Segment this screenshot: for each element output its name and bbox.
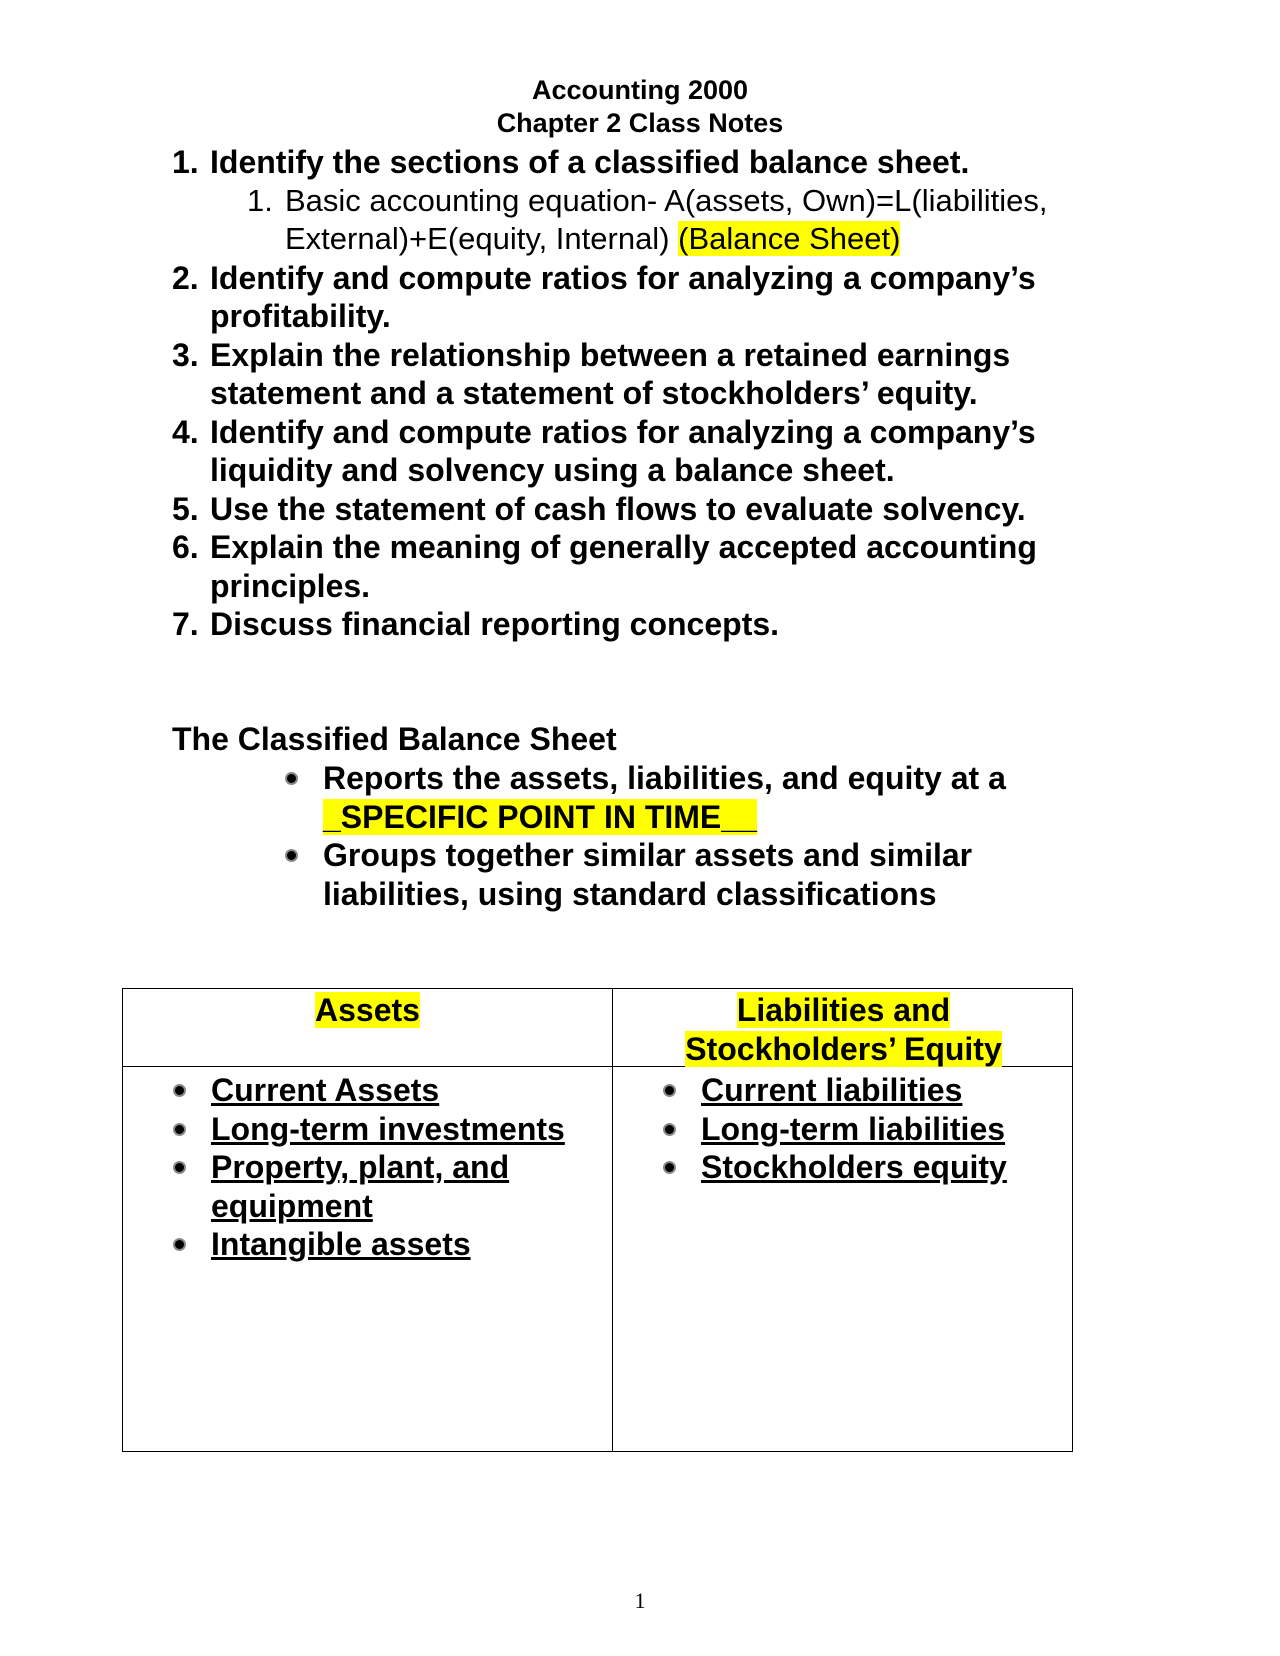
bullet-item (285, 836, 1085, 913)
list-item (173, 1110, 603, 1149)
list-item (663, 1071, 1063, 1110)
objective-text: Discuss financial reporting concepts. (210, 606, 780, 642)
asset-item-text: Current Assets (211, 1072, 440, 1108)
objective-text: Explain the relationship between a retained earnings statement and a statement of stockholders’ equity. (210, 336, 1011, 411)
liability-item-text: Long-term liabilities (701, 1110, 1006, 1147)
objective-item (172, 528, 1102, 605)
bullet-text: Reports the assets, liabilities, and equity at a (323, 760, 1006, 796)
bullet-text: Groups together similar assets and similar liabilities, using standard classifications (323, 837, 973, 912)
document-title: Accounting 2000 (531, 75, 749, 105)
objective-item (172, 490, 1102, 529)
objective-number: 7. (172, 606, 199, 642)
bullet-icon (173, 1238, 186, 1251)
bullet-icon (285, 849, 298, 862)
objective-number: 1. (172, 144, 199, 180)
objective-number: 6. (172, 529, 199, 565)
balance-sheet-highlight: (Balance Sheet) (678, 221, 901, 256)
objective-item (172, 336, 1102, 413)
objective-item (172, 605, 1102, 644)
objective-item (172, 259, 1102, 336)
liability-item-text: Stockholders equity (701, 1149, 1007, 1185)
objective-number: 5. (172, 490, 199, 527)
assets-list (173, 1071, 603, 1264)
asset-item-text: Intangible assets (211, 1226, 471, 1262)
assets-header-text: Assets (315, 992, 420, 1028)
list-item (173, 1225, 603, 1264)
liabilities-list (663, 1071, 1063, 1187)
page-number: 1 (634, 1588, 646, 1613)
list-item (663, 1148, 1063, 1187)
asset-item-text: Property, plant, and equipment (211, 1149, 510, 1224)
objective-text: Identify and compute ratios for analyzing a company’s profitability. (210, 259, 1036, 334)
specific-point-highlight: _SPECIFIC POINT IN TIME__ (323, 798, 757, 835)
objective-text: Identify and compute ratios for analyzing a company’s liquidity and solvency using a balance sheet. (210, 413, 1036, 488)
objective-text: Use the statement of cash flows to evaluate solvency. (210, 490, 1026, 527)
objective-sublist (247, 182, 1107, 259)
classified-balance-sheet-heading: The Classified Balance Sheet (172, 721, 617, 757)
objective-item (172, 143, 1102, 259)
bullet-icon (663, 1161, 676, 1174)
objective-item (172, 413, 1102, 490)
list-item (173, 1148, 603, 1225)
asset-item-text: Long-term investments (211, 1110, 565, 1147)
liability-item-text: Current liabilities (701, 1072, 963, 1108)
objective-text: Identify the sections of a classified balance sheet. (210, 144, 970, 180)
bullet-icon (173, 1123, 186, 1136)
bullet-icon (173, 1161, 186, 1174)
liabilities-header-line1: Liabilities and (736, 992, 951, 1028)
bullet-item (285, 759, 1085, 836)
objective-number: 2. (172, 259, 199, 296)
sub-item-number: 1. (247, 182, 273, 218)
objective-number: 3. (172, 336, 199, 373)
liabilities-header-line2: Stockholders’ Equity (685, 1031, 1002, 1067)
document-subtitle: Chapter 2 Class Notes (496, 108, 784, 138)
list-item (173, 1071, 603, 1110)
list-item (663, 1110, 1063, 1149)
bullet-icon (285, 772, 298, 785)
classified-bullets (285, 759, 1085, 913)
liabilities-column-header (613, 991, 1074, 1069)
learning-objectives-list (172, 143, 1102, 644)
assets-column-header (123, 991, 612, 1030)
sub-item-text: Basic accounting equation- A(assets, Own)=L(liabilities, External)+E(equity, Internal) (285, 182, 1048, 256)
objective-text: Explain the meaning of generally accepted accounting principles. (210, 529, 1037, 604)
bullet-icon (173, 1084, 186, 1097)
balance-sheet-table (122, 988, 1073, 1452)
sub-item (247, 182, 1107, 259)
bullet-icon (663, 1123, 676, 1136)
objective-number: 4. (172, 413, 199, 450)
bullet-icon (663, 1084, 676, 1097)
